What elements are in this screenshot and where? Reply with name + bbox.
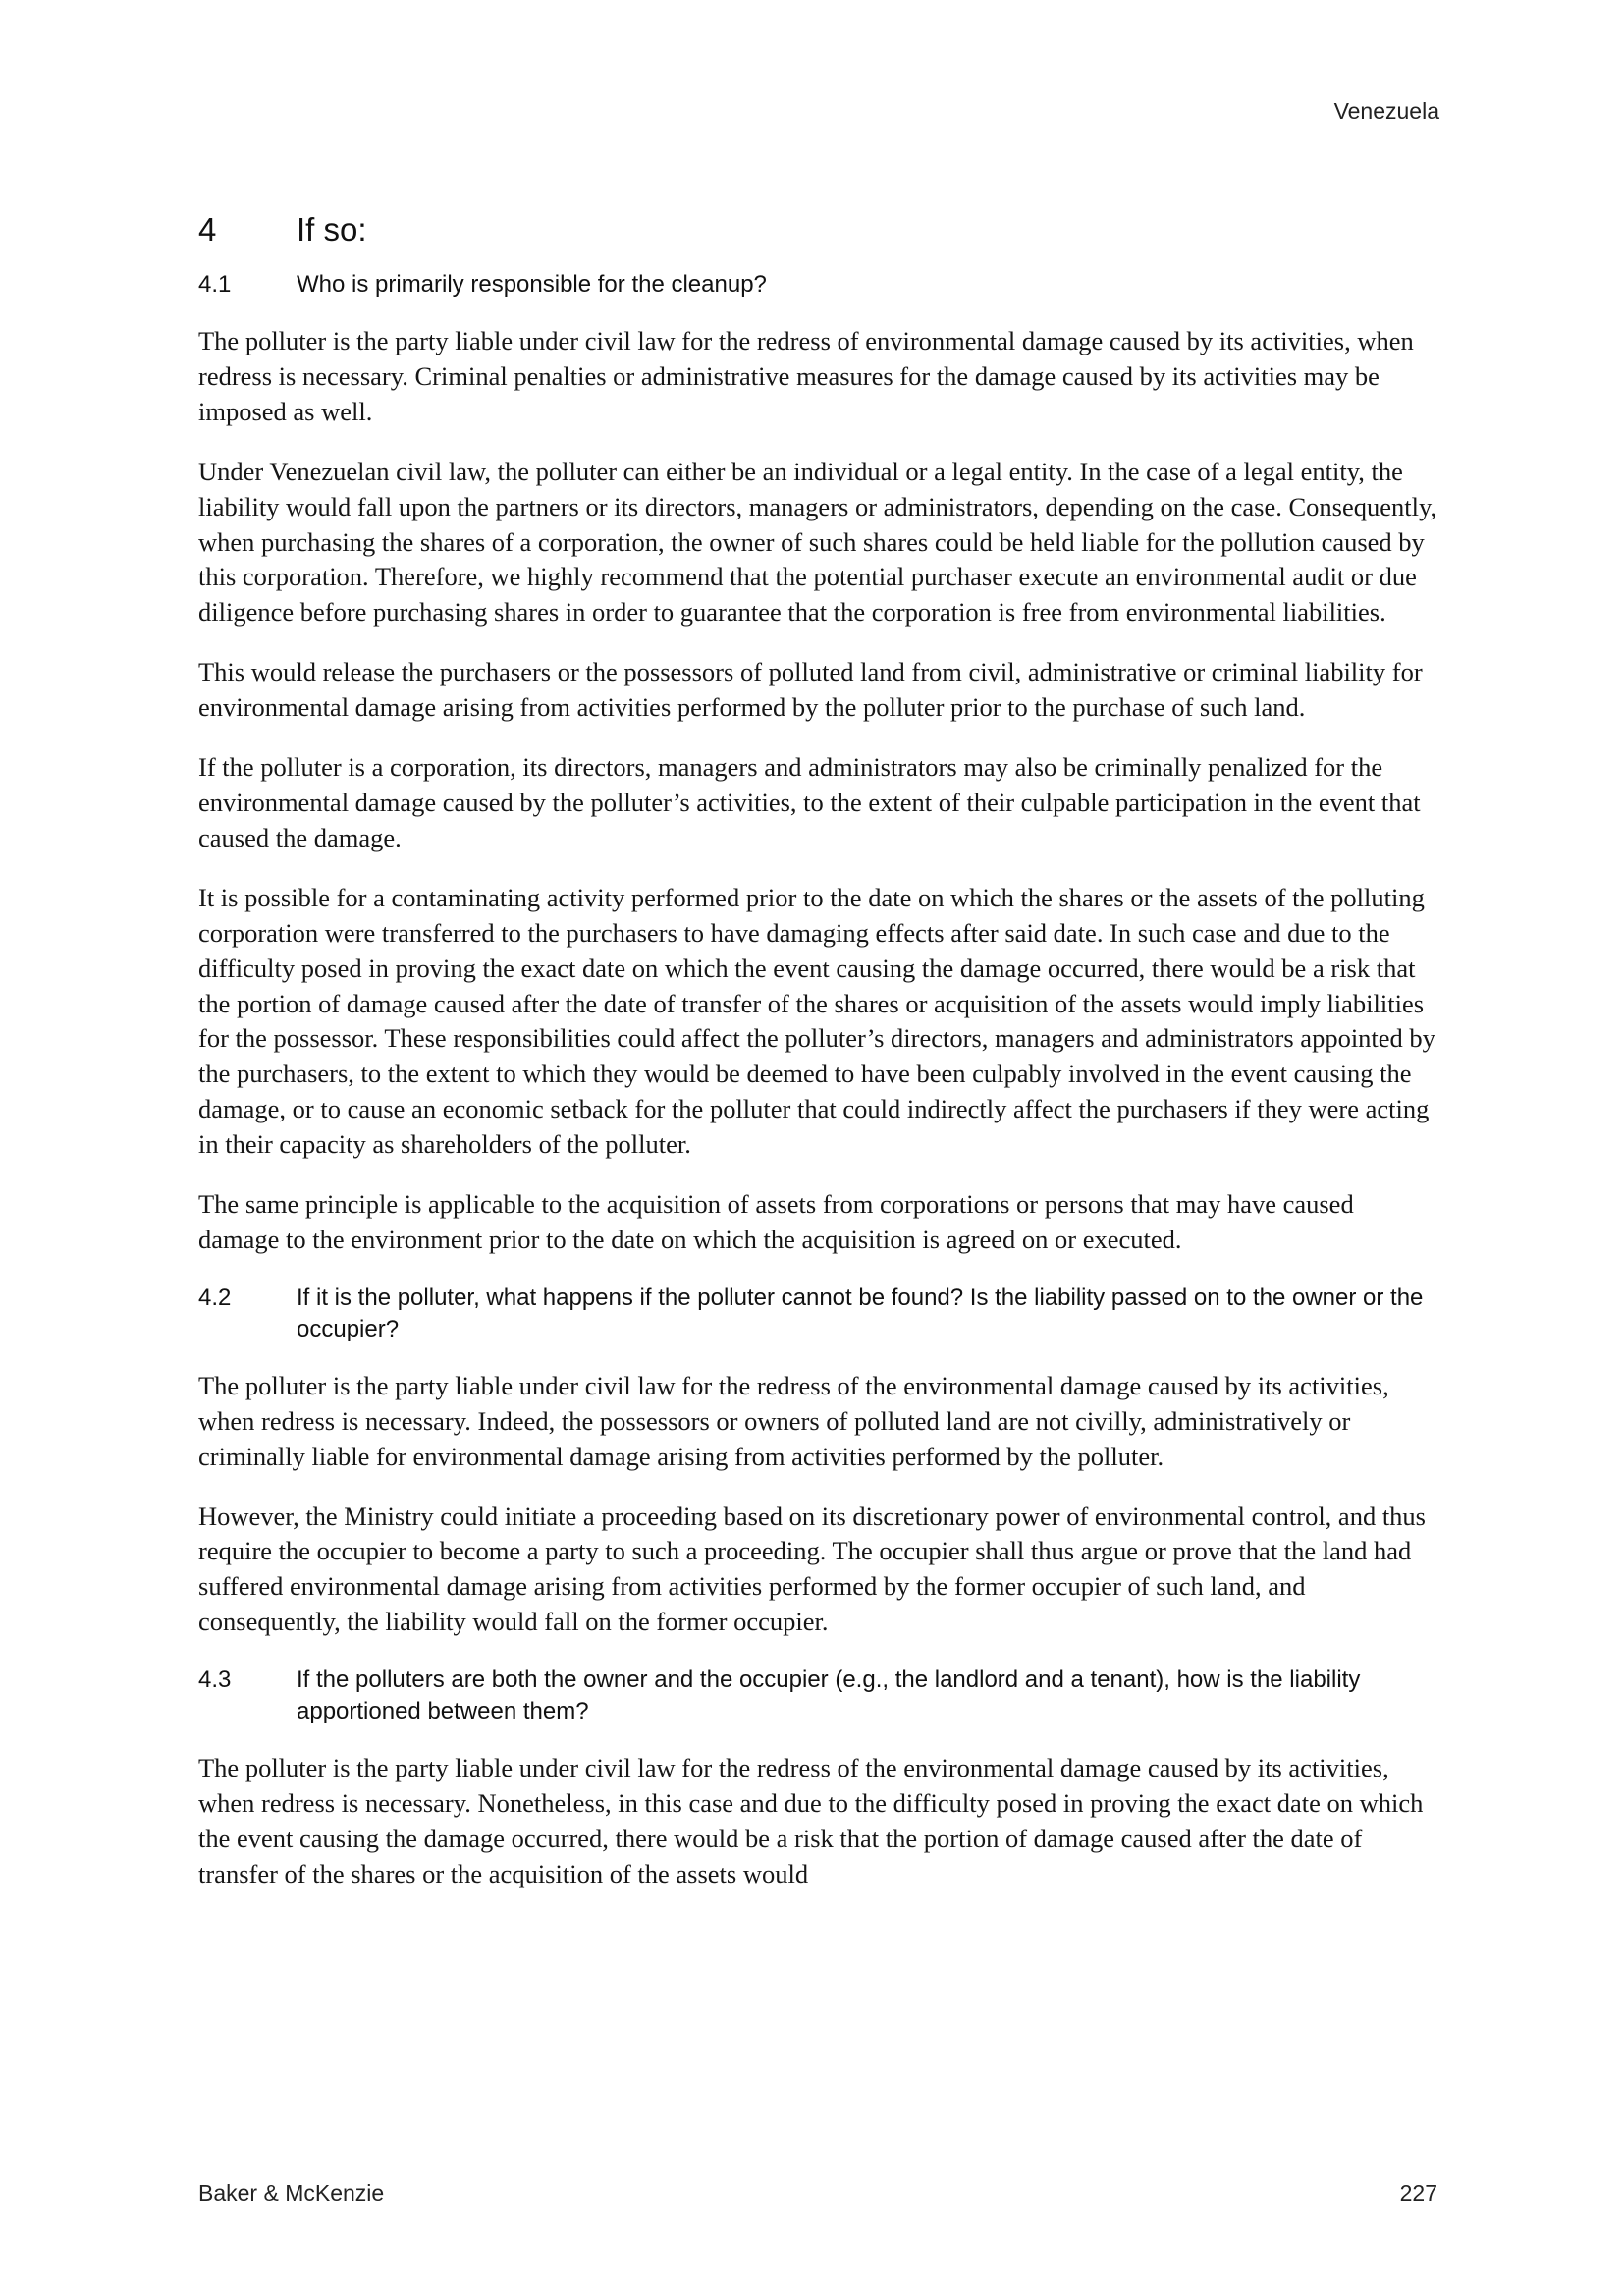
question-4-1	[198, 269, 1437, 301]
section-heading	[198, 210, 1437, 249]
paragraph: It is possible for a contaminating activity performed prior to the date on which the shares or the assets of the polluting corporation were transferred to the purchasers to have damaging effects after said date. In such case and due to the difficulty posed in proving the exact date on which the event causing the damage occurred, there would be a risk that the portion of damage caused after the date of transfer of the shares or acquisition of the assets would imply liabilities for the possessor. These responsibilities could affect the polluter’s directors, managers and administrators appointed by the purchasers, to the extent to which they would be deemed to have been culpably involved in the event causing the damage, or to cause an economic setback for the polluter that could indirectly affect the purchasers if they were acting in their capacity as shareholders of the polluter.	[198, 882, 1435, 1160]
paragraph: The polluter is the party liable under civil law for the redress of environmental damage caused by its activities, when redress is necessary. Criminal penalties or administrative measures for the damage caused by its activities may be imposed as well.	[198, 326, 1414, 426]
page-footer	[198, 2180, 1437, 2207]
paragraph: The same principle is applicable to the acquisition of assets from corporations or persons that may have caused damage to the environment prior to the date on which the acquisition is agreed on or executed.	[198, 1189, 1354, 1254]
question-text: If the polluters are both the owner and the occupier (e.g., the landlord and a tenant), how is the liability apportioned between them?	[297, 1667, 1361, 1725]
paragraph: This would release the purchasers or the possessors of polluted land from civil, administrative or criminal liability for environmental damage arising from activities performed by the polluter prior to the purchase of such land.	[198, 657, 1423, 723]
paragraph: However, the Ministry could initiate a proceeding based on its discretionary power of environmental control, and thus require the occupier to become a party to such a proceeding. The occupier shall thus argue or prove that the land had suffered environmental damage arising from activities performed by the former occupier of such land, and consequently, the liability would fall on the former occupier.	[198, 1501, 1426, 1637]
section-title: If so:	[297, 211, 367, 247]
paragraph: If the polluter is a corporation, its directors, managers and administrators may also be criminally penalized for the environmental damage caused by the polluter’s activities, to the extent of their culpable participation in the event that caused the damage.	[198, 752, 1421, 852]
footer-firm-name: Baker & McKenzie	[198, 2180, 385, 2206]
question-number: 4.2	[198, 1284, 232, 1311]
question-4-2	[198, 1283, 1437, 1345]
paragraph: Under Venezuelan civil law, the polluter can either be an individual or a legal entity. In the case of a legal entity, the liability would fall upon the partners or its directors, managers or administrators, depending on the case. Consequently, when purchasing the shares of a corporation, the owner of such shares could be held liable for the pollution caused by this corporation. Therefore, we highly recommend that the potential purchaser execute an environmental audit or due diligence before purchasing shares in order to guarantee that the corporation is free from environmental liabilities.	[198, 456, 1437, 628]
page-number: 227	[1399, 2180, 1437, 2206]
question-4-3	[198, 1665, 1437, 1727]
section-number: 4	[198, 211, 217, 247]
paragraph: The polluter is the party liable under civil law for the redress of the environmental damage caused by its activities, when redress is necessary. Indeed, the possessors or owners of polluted land are not civilly, administratively or criminally liable for environmental damage arising from activities performed by the polluter.	[198, 1370, 1389, 1471]
question-number: 4.3	[198, 1667, 232, 1694]
running-header: Venezuela	[1333, 98, 1439, 124]
page-body	[198, 210, 1437, 1917]
question-text: If it is the polluter, what happens if the polluter cannot be found? Is the liability passed on to the owner or the occupier?	[297, 1284, 1424, 1342]
paragraph: The polluter is the party liable under civil law for the redress of the environmental damage caused by its activities, when redress is necessary. Nonetheless, in this case and due to the difficulty posed in proving the exact date on which the event causing the damage occurred, there would be a risk that the portion of damage caused after the date of transfer of the shares or the acquisition of the assets would	[198, 1753, 1424, 1888]
question-number: 4.1	[198, 271, 232, 298]
question-text: Who is primarily responsible for the cleanup?	[297, 271, 767, 298]
